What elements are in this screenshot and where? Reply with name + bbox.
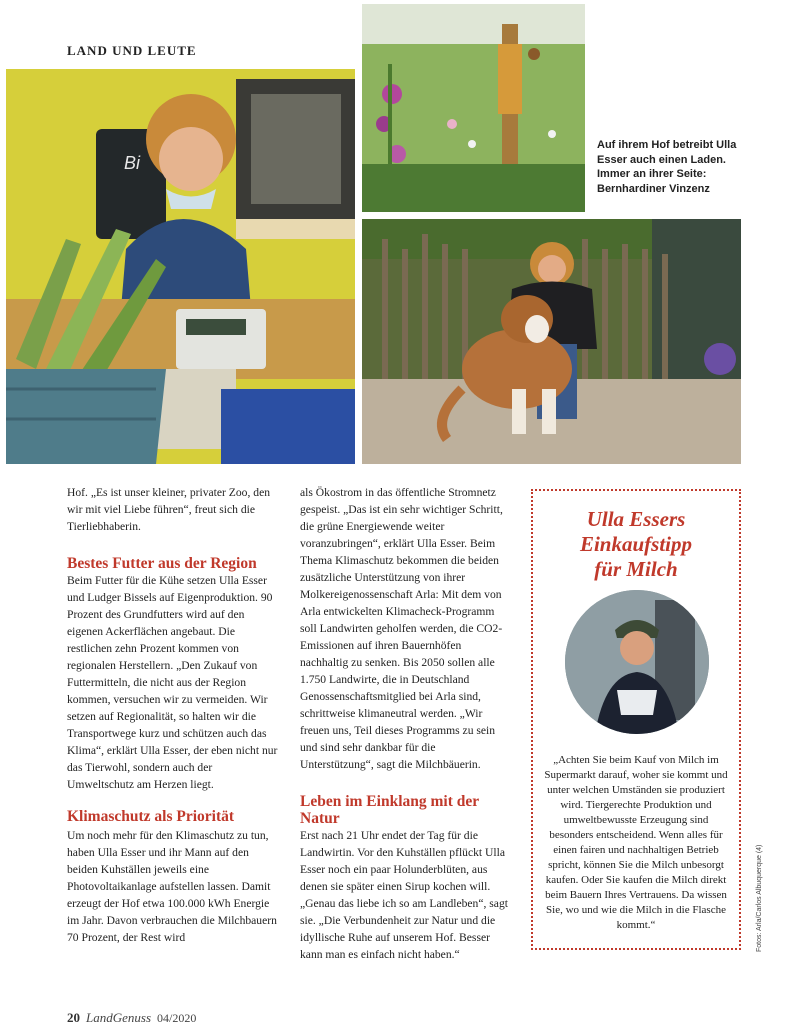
photo-credit: Fotos: Arla/Carlos Albuquerque (4) — [756, 844, 763, 952]
tip-title-line-2: Einkaufstipp — [579, 532, 693, 556]
col2-para1: als Ökostrom in das öffentliche Stromnetz gespeist. „Das ist ein sehr wichtiger Schritt, die grüne Energiewende weiter voranzubringen“, erklärt Ulla Esser. Beim Thema Klimaschutz bekommen die beiden zusätzliche Unterstützung von ihrer Molkereigenossenschaft Arla: Mit dem von Arla entwickelten Klimacheck-Programm soll Landwirten geholfen werden, die CO2-Emissionen auf ihren Bauernhöfen nachhaltig zu senken. Bis 2050 sollen alle 1.750 Landwirte, die in Deutschland Genossenschaftsmitglied bei Arla sind, schrittweise klimaneutral werden. „Wir freuen uns, Teil dieses Programms zu sein und sind sehr dankbar für die Unterstützung“, sagt die Milchbäuerin. — [300, 486, 503, 771]
page-footer — [67, 1010, 196, 1024]
woman-dog-illustration — [362, 219, 741, 464]
magazine-logo: LandGenuss — [86, 1010, 152, 1024]
tip-portrait-photo — [565, 590, 709, 734]
col1-para1: Beim Futter für die Kühe setzen Ulla Esser und Ludger Bissels auf Eigenproduktion. 90 Prozent des Grundfutters wird auf den eigenen Ackerflächen angebaut. Die restlichen zehn Prozent kommen von regionalen Herstellern. „Den Zukauf von Futtermitteln, die nicht aus der Region kommen, versuchen wir zu vermeiden. Wir setzen auf Regionalität, so halten wir die Transportwege kurz und schützen auch das Klima“, erklärt Ulla Esser, der eben nicht nur das Tierwohl, sondern auch der Umweltschutz am Herzen liegt. — [67, 574, 278, 791]
heading-bestes-futter: Bestes Futter aus der Region — [67, 555, 257, 572]
article-column-2 — [300, 484, 512, 963]
section-label: LAND UND LEUTE — [67, 43, 197, 58]
photo-caption: Auf ihrem Hof betreibt Ulla Esser auch einen Laden. Immer an ihrer Seite: Bernhardiner Vinzenz — [597, 139, 737, 195]
photo-garden — [362, 4, 585, 212]
page-number: 20 — [67, 1010, 80, 1024]
tip-box — [531, 489, 741, 950]
tip-title-line-3: für Milch — [594, 557, 678, 581]
portrait-illustration — [565, 590, 709, 734]
issue-number: 04/2020 — [157, 1011, 197, 1024]
tip-quote: „Achten Sie beim Kauf von Milch im Supermarkt darauf, woher sie kommt und unter welchen Umständen sie produziert wird. Tiergerechte Produktion und umweltbewusste Erzeugung sind besonders entscheidend. Wenn alles für einen fairen und nachhaltigen Betrieb spricht, können Sie die Milch unbesorgt kaufen. Oder Sie kaufen die Milch direkt beim Bauern Ihres Vertrauens. Da wissen Sie, wo und wie die Milch in die Flasche kommt.“ — [544, 754, 728, 931]
article-column-1 — [67, 484, 281, 946]
col2-para2: Erst nach 21 Uhr endet der Tag für die Landwirtin. Vor den Kuhställen pflückt Ulla Esser noch ein paar Holunderblüten, aus denen sie später einen Sirup kochen will. „Genau das liebe ich so am Landleben“, sagt sie. „Die Verbundenheit zur Natur und die idyllische Ruhe auf unserem Hof. Besser kann man es einfach nicht haben.“ — [300, 829, 508, 961]
col1-para2: Um noch mehr für den Klimaschutz zu tun, haben Ulla Esser und ihr Mann auf den beiden Kuhställen jeweils eine Photovoltaikanlage aufstellen lassen. Damit erzeugt der Hof etwa 100.000 kWh Energie im Jahr. Davon verbrauchen die Milchbauern 70 Prozent, der Rest wird — [67, 829, 277, 944]
tip-title — [533, 507, 739, 582]
heading-leben-im-einklang: Leben im Einklang mit der Natur — [300, 793, 479, 827]
photo-woman-with-dog — [362, 219, 741, 464]
heading-klimaschutz: Klimaschutz als Priorität — [67, 808, 235, 825]
tip-title-line-1: Ulla Essers — [586, 507, 686, 531]
photo-farmer-shop — [6, 69, 355, 464]
col1-intro: Hof. „Es ist unser kleiner, privater Zoo, den wir mit viel Liebe führen“, freut sich die Tierliebhaberin. — [67, 486, 271, 533]
svg-text:Bi: Bi — [124, 153, 141, 173]
garden-illustration — [362, 4, 585, 212]
farmer-shop-illustration — [6, 69, 355, 464]
